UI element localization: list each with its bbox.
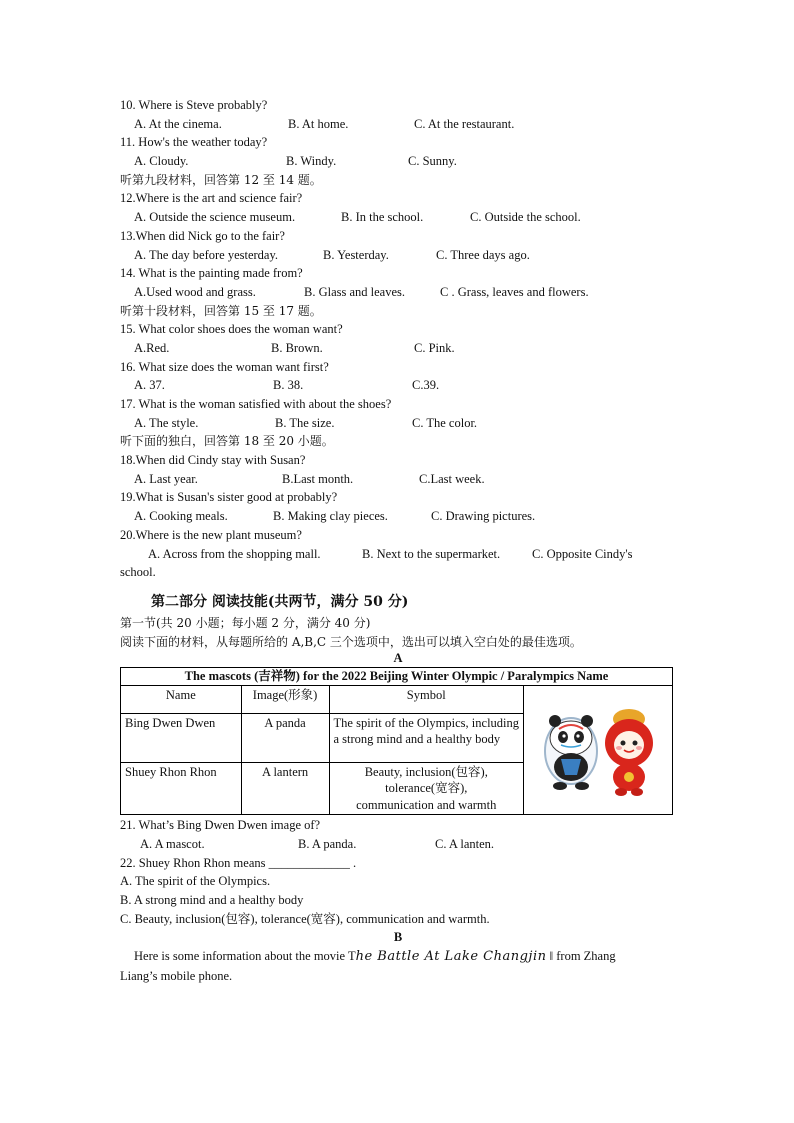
option-17-a: A. The style. [134, 415, 199, 430]
option-15-b: B. Brown. [271, 340, 323, 355]
options-15 [120, 339, 676, 358]
option-21-a: A. A mascot. [140, 836, 205, 851]
option-18-c: C.Last week. [419, 471, 485, 486]
question-22-blank: _____________ [268, 855, 350, 870]
option-11-b: B. Windy. [286, 154, 337, 169]
option-20-b: B. Next to the supermarket. [362, 546, 501, 561]
reading-questions [120, 816, 676, 928]
row2-image: A lantern [241, 762, 329, 815]
option-18-b: B.Last month. [282, 471, 354, 486]
question-20: 20.Where is the new plant museum? [120, 527, 302, 542]
row2-symbol-line1: Beauty, inclusion(包容), [364, 764, 488, 779]
option-21-b: B. A panda. [298, 836, 357, 851]
option-12-a: A. Outside the science museum. [134, 210, 296, 225]
option-15-a: A.Red. [134, 340, 170, 355]
question-19: 19.What is Susan's sister good at probably? [120, 490, 338, 505]
row2-symbol [329, 762, 524, 815]
row1-name: Bing Dwen Dwen [121, 713, 242, 762]
instruction-monologue: 听下面的独白，回答第 18 至 20 小题。 [120, 434, 334, 449]
option-13-c: C. Three days ago. [436, 247, 530, 262]
option-17-c: C. The color. [412, 415, 478, 430]
bing-dwen-dwen-icon [545, 715, 597, 790]
options-17 [120, 414, 676, 433]
option-19-b: B. Making clay pieces. [273, 509, 388, 524]
options-10 [120, 115, 676, 134]
passage-b-pre: Here is some information about the movie T [134, 949, 356, 964]
option-16-a: A. 37. [134, 378, 165, 393]
listening-block-10 [120, 320, 676, 432]
question-15: 15. What color shoes does the woman want? [120, 322, 343, 337]
option-22-c: C. Beauty, inclusion(包容), tolerance(宽容), communication and warmth. [120, 911, 490, 926]
option-18-a: A. Last year. [134, 471, 198, 486]
question-16: 16. What size does the woman want first? [120, 359, 329, 374]
question-13: 13.When did Nick go to the fair? [120, 228, 285, 243]
options-11 [120, 152, 676, 171]
question-11: 11. How's the weather today? [120, 135, 268, 150]
options-18 [120, 470, 676, 489]
question-21: 21. What’s Bing Dwen Dwen image of? [120, 818, 321, 833]
option-15-c: C. Pink. [414, 340, 455, 355]
options-20 [120, 545, 676, 564]
option-22-b: B. A strong mind and a healthy body [120, 893, 304, 907]
option-11-a: A. Cloudy. [134, 154, 189, 169]
option-19-c: C. Drawing pictures. [431, 509, 536, 524]
header-image: Image(形象) [241, 685, 329, 713]
options-16 [120, 376, 676, 395]
question-22-period: . [352, 855, 357, 870]
listening-block-8 [120, 96, 676, 171]
option-22-a: A. The spirit of the Olympics. [120, 874, 271, 889]
option-10-c: C. At the restaurant. [414, 116, 515, 131]
options-12 [120, 208, 676, 227]
row2-symbol-line3: communication and warmth [356, 797, 497, 812]
passage-b-post: ‖ from Zhang [546, 949, 616, 964]
option-16-c: C.39. [412, 378, 440, 393]
passage-b-label: B [393, 930, 403, 945]
movie-title: he Battle At Lake Changjin [355, 949, 547, 965]
option-16-b: B. 38. [273, 378, 304, 393]
option-20-a: A. Across from the shopping mall. [148, 546, 321, 561]
option-17-b: B. The size. [275, 415, 335, 430]
option-12-b: B. In the school. [341, 210, 424, 225]
options-21 [120, 835, 676, 854]
shuey-rhon-rhon-icon [605, 709, 653, 796]
part-two-title: 第二部分 阅读技能(共两节，满分 50 分) [151, 593, 409, 610]
section-one-subtitle: 第一节(共 20 小题；每小题 2 分，满分 40 分) [120, 615, 371, 630]
instruction-section-9: 听第九段材料，回答第 12 至 14 题。 [120, 172, 322, 187]
header-name: Name [121, 685, 242, 713]
row2-name: Shuey Rhon Rhon [121, 762, 242, 815]
option-14-c: C . Grass, leaves and flowers. [440, 284, 589, 299]
option-13-a: A. The day before yesterday. [134, 247, 279, 262]
mascot-illustration [533, 693, 663, 803]
question-18: 18.When did Cindy stay with Susan? [120, 453, 306, 468]
option-21-c: C. A lanten. [435, 836, 495, 851]
option-14-a: A.Used wood and grass. [134, 284, 256, 299]
table-title: The mascots (吉祥物) for the 2022 Beijing Winter Olympic / Paralympics Name [121, 668, 673, 686]
row1-image: A panda [241, 713, 329, 762]
options-13 [120, 246, 676, 265]
option-10-b: B. At home. [288, 116, 349, 131]
listening-block-9 [120, 189, 676, 301]
row2-symbol-line2: tolerance(宽容), [385, 781, 468, 796]
question-10: 10. Where is Steve probably? [120, 98, 268, 112]
options-19 [120, 507, 676, 526]
option-12-c: C. Outside the school. [470, 210, 581, 225]
row1-symbol: The spirit of the Olympics, including a strong mind and a healthy body [329, 713, 524, 762]
mascot-picture-cell [524, 685, 673, 815]
listening-block-11 [120, 451, 676, 582]
option-20-c-continued: school. [120, 565, 156, 580]
passage-a-label: A [393, 651, 403, 666]
instruction-section-10: 听第十段材料，回答第 15 至 17 题。 [120, 303, 322, 318]
question-22-stem: 22. Shuey Rhon Rhon means [120, 855, 266, 870]
header-symbol: Symbol [329, 685, 524, 713]
question-12: 12.Where is the art and science fair? [120, 191, 303, 206]
option-14-b: B. Glass and leaves. [304, 284, 406, 299]
option-11-c: C. Sunny. [408, 154, 457, 169]
option-20-c: C. Opposite Cindy's [532, 546, 633, 561]
question-22 [120, 854, 676, 873]
option-19-a: A. Cooking meals. [134, 509, 228, 524]
mascot-table [120, 667, 673, 815]
option-13-b: B. Yesterday. [323, 247, 389, 262]
question-14: 14. What is the painting made from? [120, 266, 303, 281]
question-17: 17. What is the woman satisfied with about the shoes? [120, 397, 392, 411]
passage-b-line2: Liang’s mobile phone. [120, 968, 233, 983]
reading-instruction: 阅读下面的材料，从每题所给的 A,B,C 三个选项中，选出可以填入空白处的最佳选项。 [120, 634, 582, 649]
option-10-a: A. At the cinema. [134, 116, 222, 131]
options-14 [120, 283, 676, 302]
exam-page [120, 96, 676, 985]
passage-b-intro [120, 947, 676, 967]
